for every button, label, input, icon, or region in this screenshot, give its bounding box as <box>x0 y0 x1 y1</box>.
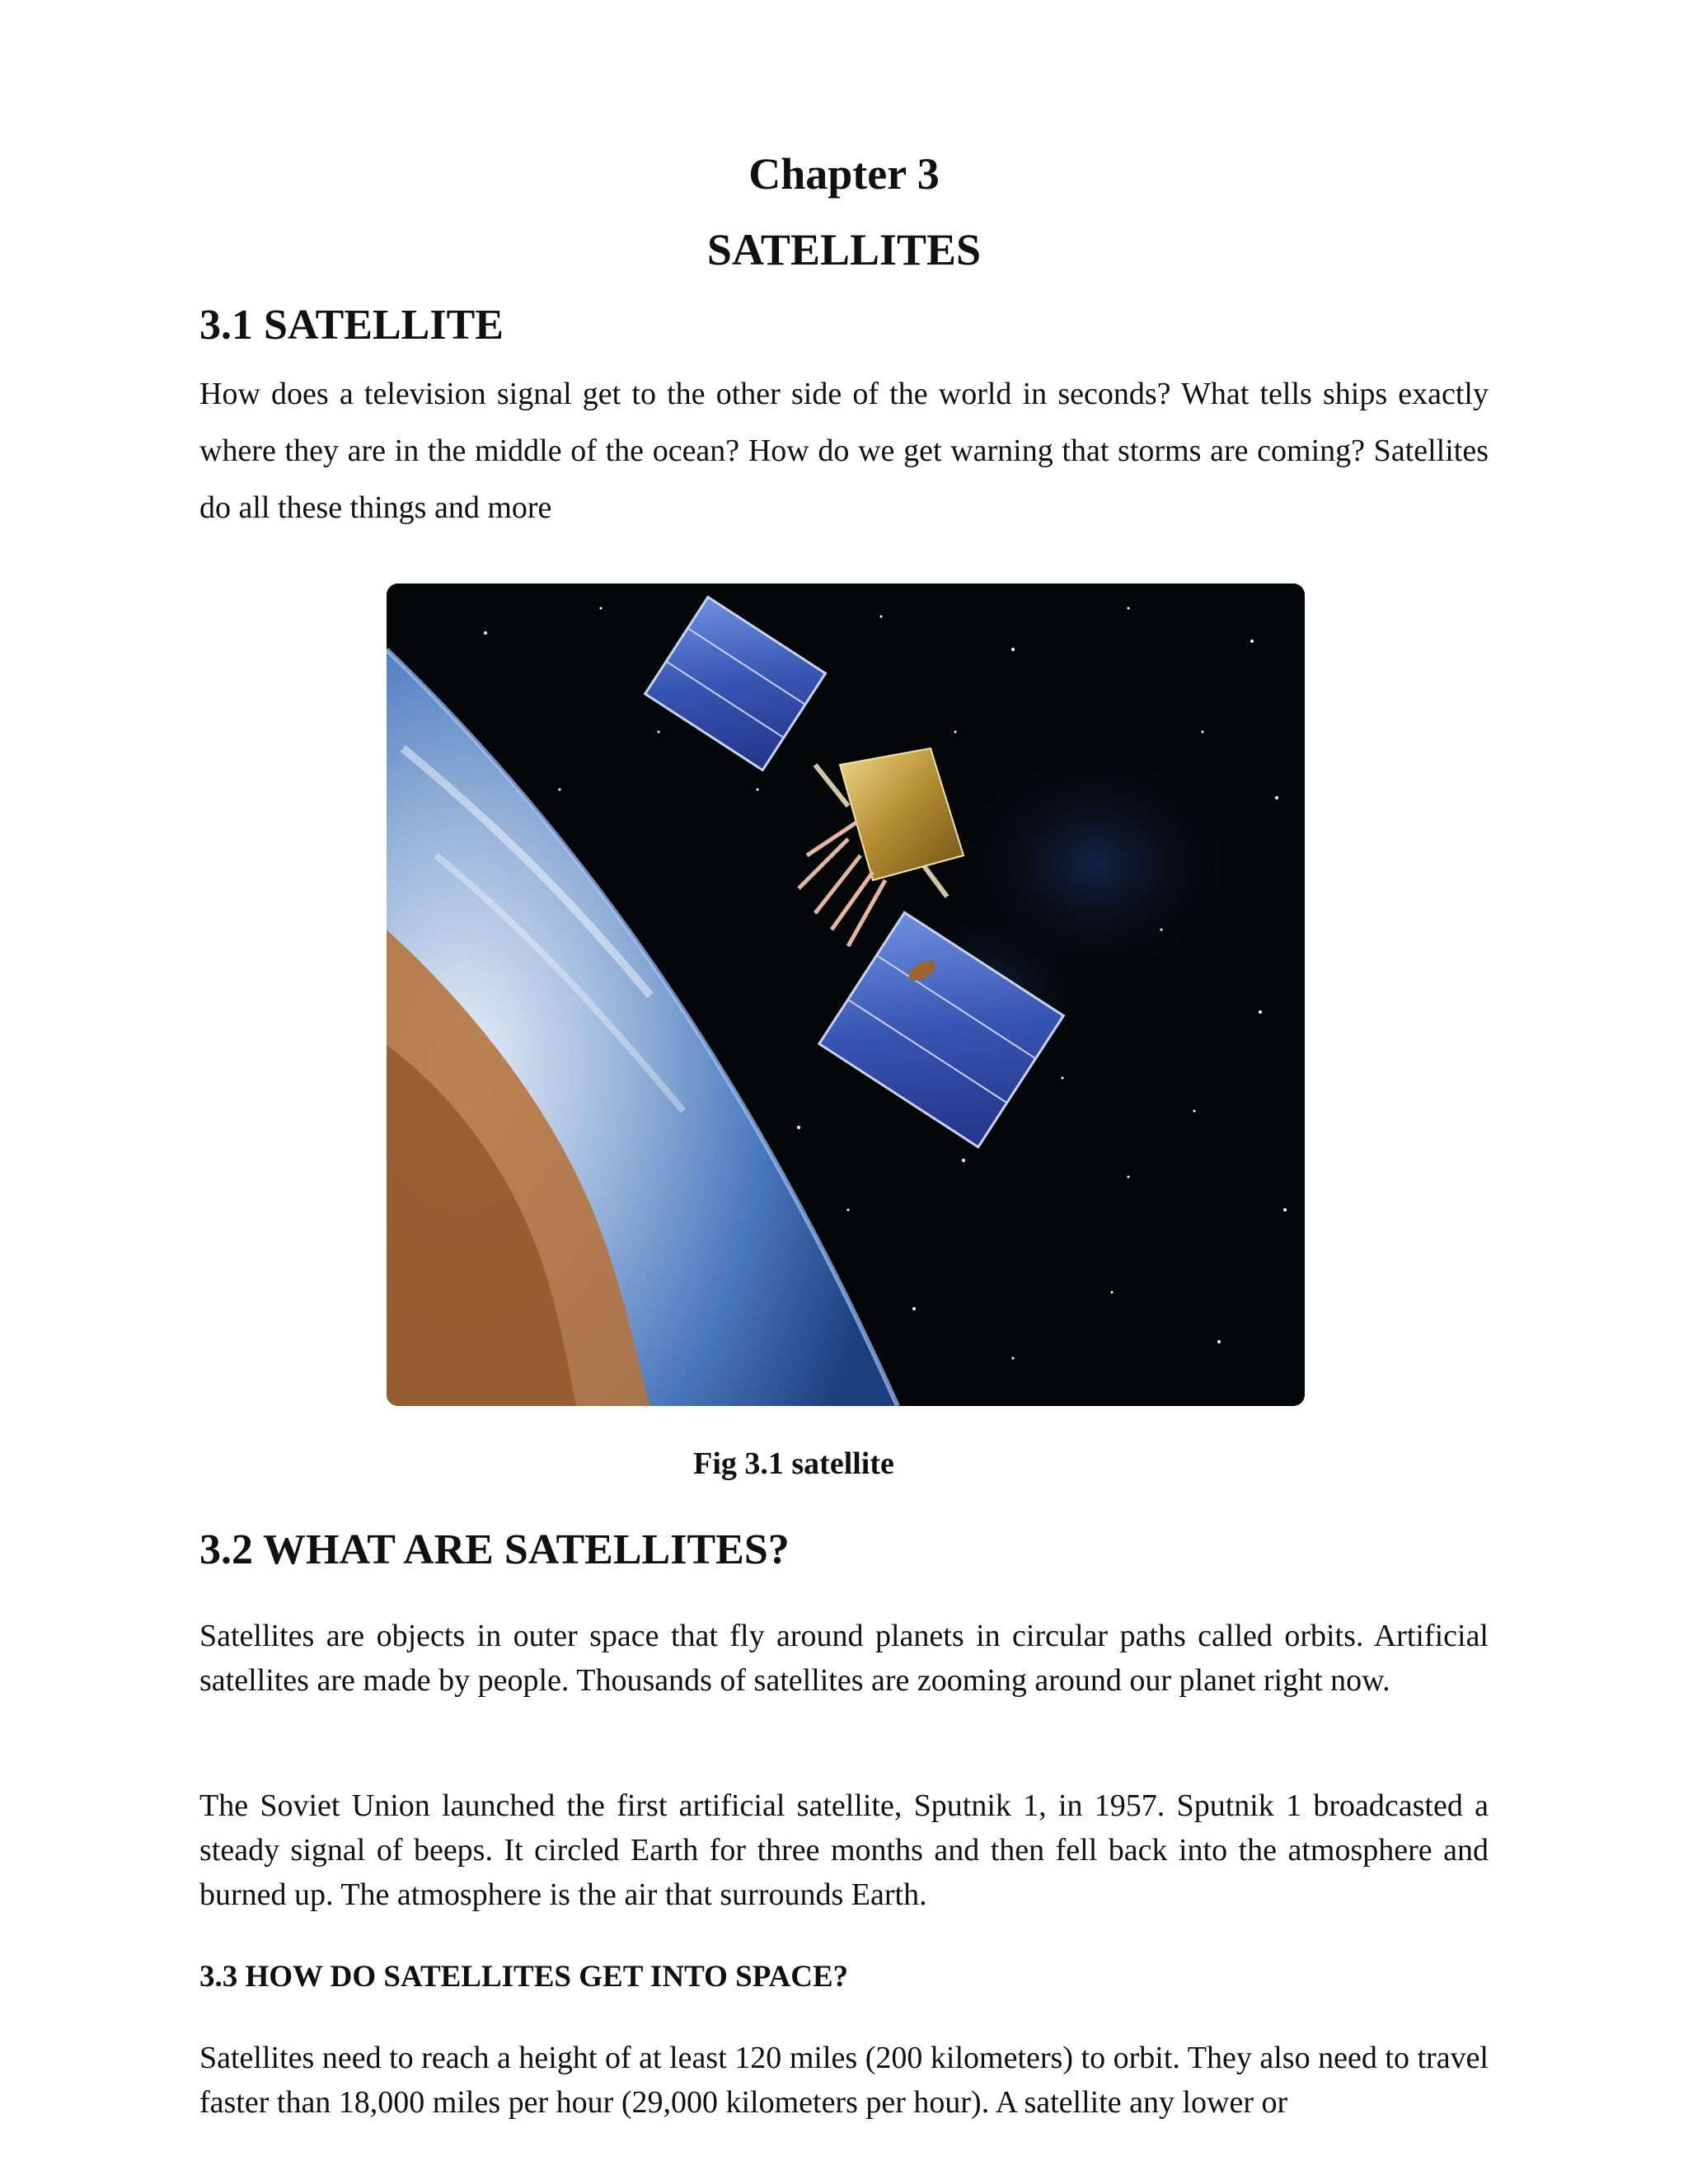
section-3-2-paragraph-2: The Soviet Union launched the first artificial satellite, Sputnik 1, in 1957. Sputnik 1 broadcasted a steady signal of beeps. It circled Earth for three months and then fell back into the atmosphere and burned up. The atmosphere is the air that surrounds Earth. <box>199 1788 1489 1912</box>
satellite-figure <box>387 583 1305 1406</box>
chapter-number: Chapter 3 <box>748 149 940 199</box>
chapter-title: SATELLITES <box>706 225 982 274</box>
section-heading-3-1: 3.1 SATELLITE <box>199 302 504 349</box>
section-3-2-paragraph-1: Satellites are objects in outer space that fly around planets in circular paths called orbits. Artificial satellites are made by people. Thousands of satellites are zooming around our planet right now. <box>199 1619 1489 1698</box>
section-3-1-paragraph: How does a television signal get to the other side of the world in seconds? What tells ships exactly where they are in the middle of the ocean? How do we get warning that storms are coming? Satellites do all these things and more <box>199 377 1489 525</box>
section-3-3-paragraph: Satellites need to reach a height of at least 120 miles (200 kilometers) to orbit. They also need to travel faster than 18,000 miles per hour (29,000 kilometers per hour). A satellite any lower or <box>199 2041 1489 2120</box>
figure-caption: Fig 3.1 satellite <box>693 1446 894 1481</box>
section-heading-3-3: 3.3 HOW DO SATELLITES GET INTO SPACE? <box>199 1960 849 1994</box>
section-heading-3-2: 3.2 WHAT ARE SATELLITES? <box>199 1526 790 1573</box>
satellite-illustration <box>387 583 1305 1406</box>
